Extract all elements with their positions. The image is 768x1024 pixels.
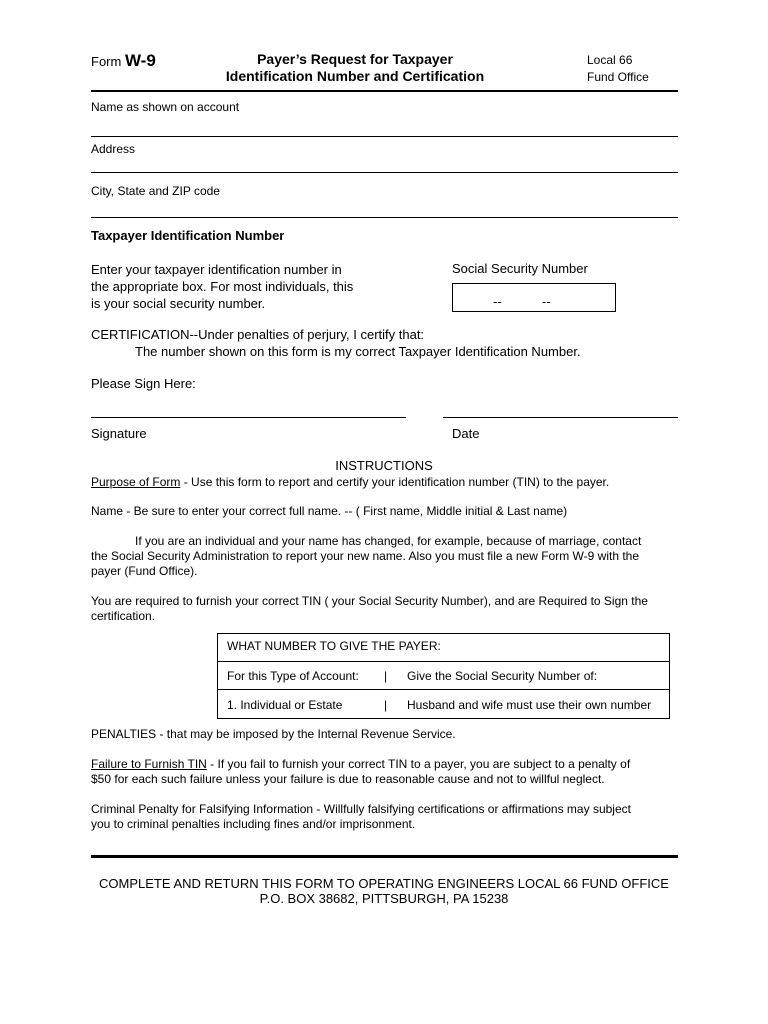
table-divider-2 (218, 689, 669, 690)
date-line[interactable] (443, 417, 678, 418)
name-instructions: Name - Be sure to enter your correct full name. -- ( First name, Middle initial & Last name) (91, 504, 568, 518)
name-change-line3: payer (Fund Office). (91, 564, 198, 578)
city-field-label: City, State and ZIP code (91, 184, 220, 198)
form-title-line2: Identification Number and Certification (225, 68, 485, 84)
org-line2: Fund Office (587, 70, 649, 84)
penalties-text: PENALTIES - that may be imposed by the Internal Revenue Service. (91, 727, 456, 741)
certification-line2: The number shown on this form is my correct Taxpayer Identification Number. (135, 344, 581, 359)
org-line1: Local 66 (587, 53, 633, 67)
tin-instructions-line3: is your social security number. (91, 296, 266, 311)
org-label (587, 52, 649, 86)
form-title-line1: Payer’s Request for Taxpayer (257, 51, 453, 67)
ssn-label: Social Security Number (452, 261, 588, 276)
ssn-separator-2: -- (542, 294, 551, 309)
sign-prompt: Please Sign Here: (91, 376, 196, 391)
certification-line1: CERTIFICATION--Under penalties of perjury, I certify that: (91, 327, 425, 342)
name-change-line2: the Social Security Administration to report your new name. Also you must file a new Form W-9 with the (91, 549, 640, 563)
purpose-paragraph (91, 475, 609, 489)
table-row1-sep: | (384, 698, 388, 712)
failure-title: Failure to Furnish TIN (91, 757, 207, 771)
tin-instructions-line1: Enter your taxpayer identification number in (91, 262, 342, 277)
failure-text: - If you fail to furnish your correct TIN to a payer, you are subject to a penalty of (206, 757, 631, 771)
tin-instructions (91, 261, 353, 312)
table-divider-1 (218, 661, 669, 662)
required-line2: certification. (91, 609, 156, 623)
table-row1-col1: 1. Individual or Estate (227, 698, 343, 712)
failure-paragraph-line2: $50 for each such failure unless your failure is due to reasonable cause and not to willful neglect. (91, 772, 605, 786)
purpose-title: Purpose of Form (91, 475, 181, 489)
ssn-input-box[interactable] (452, 283, 616, 312)
tin-instructions-line2: the appropriate box. For most individuals, this (91, 279, 354, 294)
form-label (91, 51, 156, 71)
criminal-line2: you to criminal penalties including fines and/or imprisonment. (91, 817, 416, 831)
tin-heading: Taxpayer Identification Number (91, 228, 285, 243)
form-number: W-9 (124, 51, 156, 70)
address-field-label: Address (91, 142, 136, 156)
city-field-line[interactable] (91, 217, 678, 218)
purpose-text: - Use this form to report and certify your identification number (TIN) to the payer. (180, 475, 610, 489)
signature-line[interactable] (91, 417, 406, 418)
signature-label: Signature (91, 426, 147, 441)
address-field-line[interactable] (91, 172, 678, 173)
footer-line2: P.O. BOX 38682, PITTSBURGH, PA 15238 (259, 891, 509, 906)
table-header-col1: For this Type of Account: (227, 669, 359, 683)
table-title: WHAT NUMBER TO GIVE THE PAYER: (227, 639, 441, 653)
name-change-line1: If you are an individual and your name has changed, for example, because of marriage, contact (135, 534, 642, 548)
table-header-sep: | (384, 669, 388, 683)
name-field-label: Name as shown on account (91, 100, 240, 114)
header-rule (91, 90, 678, 92)
form-title (190, 51, 520, 85)
footer-line1: COMPLETE AND RETURN THIS FORM TO OPERATING ENGINEERS LOCAL 66 FUND OFFICE (99, 876, 669, 891)
failure-paragraph-line1 (91, 757, 630, 771)
criminal-line1: Criminal Penalty for Falsifying Information - Willfully falsifying certifications or affirmations may subject (91, 802, 631, 816)
footer-rule (91, 855, 678, 858)
payer-number-table (217, 633, 670, 719)
table-header-col2: Give the Social Security Number of: (407, 669, 598, 683)
instructions-heading: INSTRUCTIONS (335, 458, 433, 473)
form-prefix: Form (91, 54, 122, 69)
date-label: Date (452, 426, 480, 441)
name-field-line[interactable] (91, 136, 678, 137)
ssn-separator-1: -- (493, 294, 502, 309)
table-row1-col2: Husband and wife must use their own number (407, 698, 652, 712)
required-line1: You are required to furnish your correct TIN ( your Social Security Number), and are Required to Sign the (91, 594, 648, 608)
